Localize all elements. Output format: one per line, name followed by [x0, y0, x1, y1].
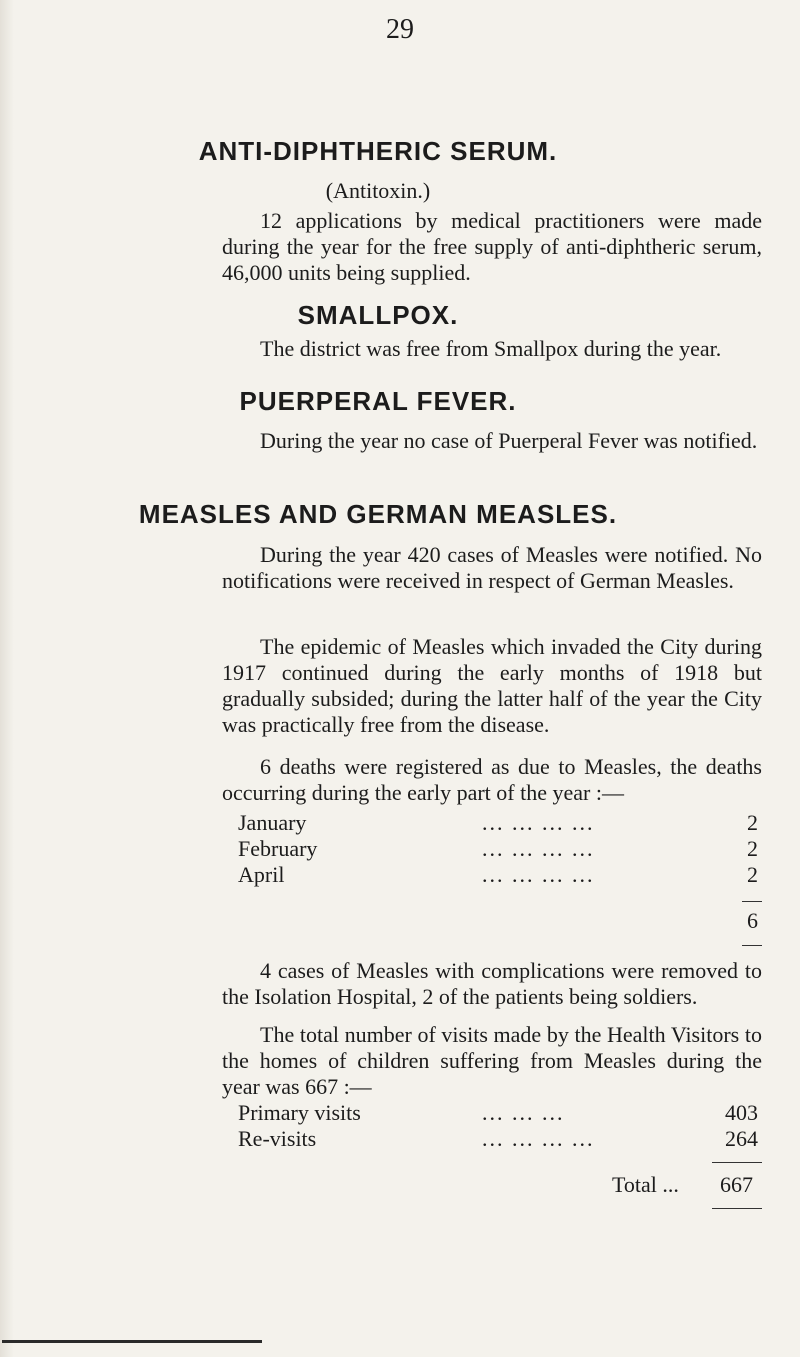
deaths-count: 2: [747, 836, 758, 861]
heading-smallpox: SMALLPOX.: [297, 300, 459, 330]
page-number: 29: [386, 14, 414, 45]
heading-measles: MEASLES AND GERMAN MEASLES.: [138, 499, 618, 529]
sum-rule: [712, 1208, 762, 1209]
deaths-count: 2: [747, 810, 758, 835]
paragraph-measles-epidemic: The epidemic of Measles which invaded the City during 1917 continued during the early months of 1918 but gradually subsided; during the latter half of the year the City was practically free from the disease.: [222, 634, 762, 737]
paragraph-health-visitors: The total number of visits made by the Health Visitors to the homes of children suffering from Measles during the year was 667 :—: [222, 1022, 762, 1099]
visits-total: 667: [720, 1172, 753, 1197]
visits-label: Primary visits: [238, 1100, 361, 1125]
deaths-row: [222, 836, 762, 862]
paragraph-smallpox: The district was free from Smallpox during the year.: [260, 336, 722, 361]
deaths-total-row: [222, 908, 762, 934]
heading-puerperal-fever: PUERPERAL FEVER.: [239, 386, 517, 416]
leader-dots: ... ... ... ...: [482, 836, 595, 861]
deaths-month: January: [238, 810, 307, 835]
sum-rule: [712, 1162, 762, 1163]
heading-anti-diphtheric-serum: ANTI-DIPHTHERIC SERUM.: [198, 136, 558, 166]
paragraph-antitoxin: 12 applications by medical practitioners were made during the year for the free supply of anti-diphtheric serum, 46,000 units being supplied.: [222, 208, 762, 285]
visits-count: 403: [725, 1100, 758, 1125]
visits-row: [222, 1126, 762, 1152]
deaths-total: 6: [747, 908, 758, 933]
leader-dots: ... ... ...: [482, 1100, 565, 1125]
visits-count: 264: [725, 1126, 758, 1151]
deaths-month: April: [238, 862, 285, 887]
deaths-row: [222, 810, 762, 836]
visits-row: [222, 1100, 762, 1126]
paragraph-measles-notifications: During the year 420 cases of Measles were notified. No notifications were received in respect of German Measles.: [222, 542, 762, 593]
deaths-count: 2: [747, 862, 758, 887]
leader-dots: ... ... ... ...: [482, 862, 595, 887]
deaths-row: [222, 862, 762, 888]
paragraph-measles-hospital: 4 cases of Measles with complications were removed to the Isolation Hospital, 2 of the patients being soldiers.: [222, 958, 762, 1009]
sum-rule: [742, 945, 762, 946]
paragraph-puerperal-fever: During the year no case of Puerperal Fever was notified.: [260, 428, 758, 453]
sum-rule: [742, 901, 762, 902]
leader-dots: ... ... ... ...: [482, 1126, 595, 1151]
leader-dots: ... ... ... ...: [482, 810, 595, 835]
visits-total-label: Total ...: [612, 1172, 679, 1197]
subheading-antitoxin: (Antitoxin.): [325, 178, 431, 203]
visits-label: Re-visits: [238, 1126, 317, 1151]
deaths-month: February: [238, 836, 318, 861]
paragraph-measles-deaths: 6 deaths were registered as due to Measles, the deaths occurring during the early part of the year :—: [222, 754, 762, 805]
